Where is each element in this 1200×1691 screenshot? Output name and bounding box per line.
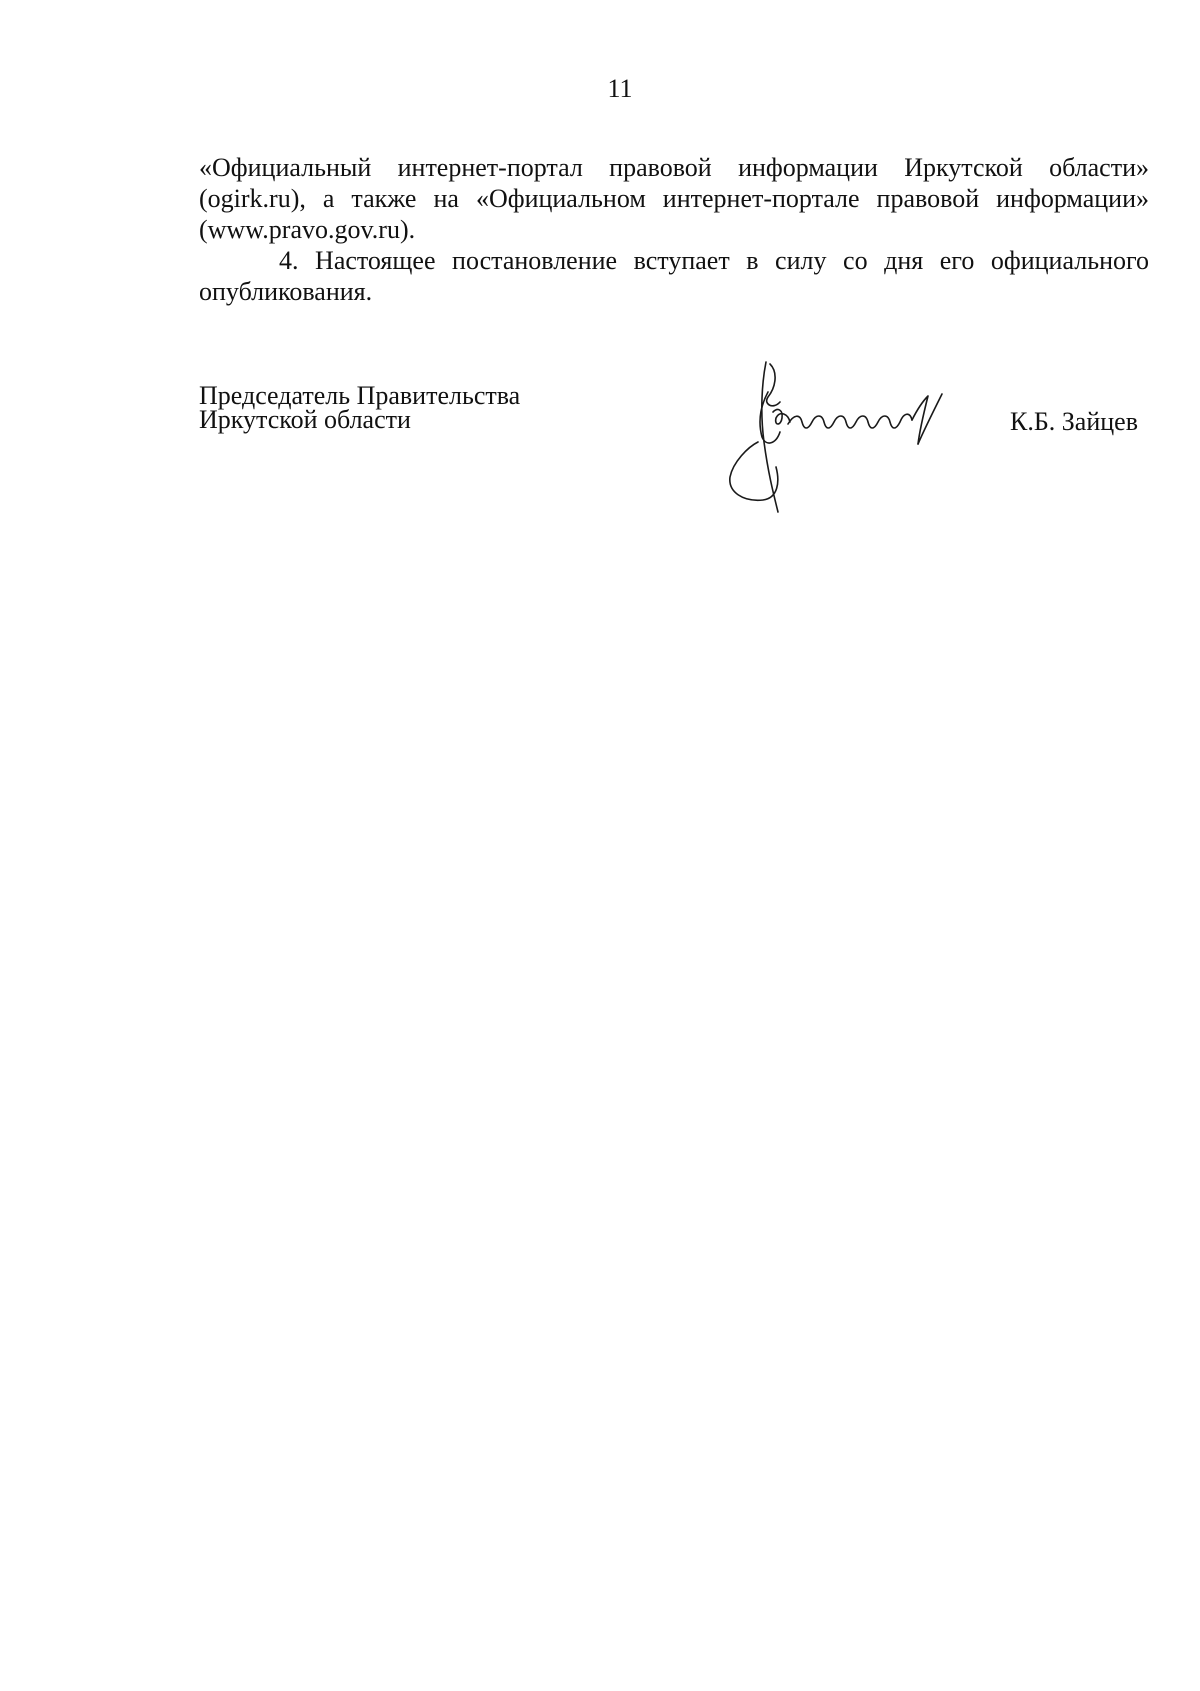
signatory-title [199, 381, 521, 434]
document-body [199, 152, 1149, 307]
text-line: (ogirk.ru), а также на «Официальном интернет-портале правовой информации» [199, 184, 1149, 213]
page-number: 11 [607, 74, 633, 103]
signatory-title-line: Иркутской области [199, 405, 411, 434]
signatory-name: К.Б. Зайцев [1010, 407, 1138, 436]
handwritten-signature [718, 352, 968, 522]
text-line: 4. Настоящее постановление вступает в силу со дня его официального [279, 246, 1149, 275]
signatory-title-line: Председатель Правительства [199, 381, 521, 410]
text-line: «Официальный интернет-портал правовой информации Иркутской области» [199, 153, 1149, 182]
paragraph-publication [199, 152, 1149, 245]
text-line: (www.pravo.gov.ru). [199, 215, 416, 244]
paragraph-effective-date [199, 245, 1149, 307]
text-line: опубликования. [199, 277, 373, 306]
